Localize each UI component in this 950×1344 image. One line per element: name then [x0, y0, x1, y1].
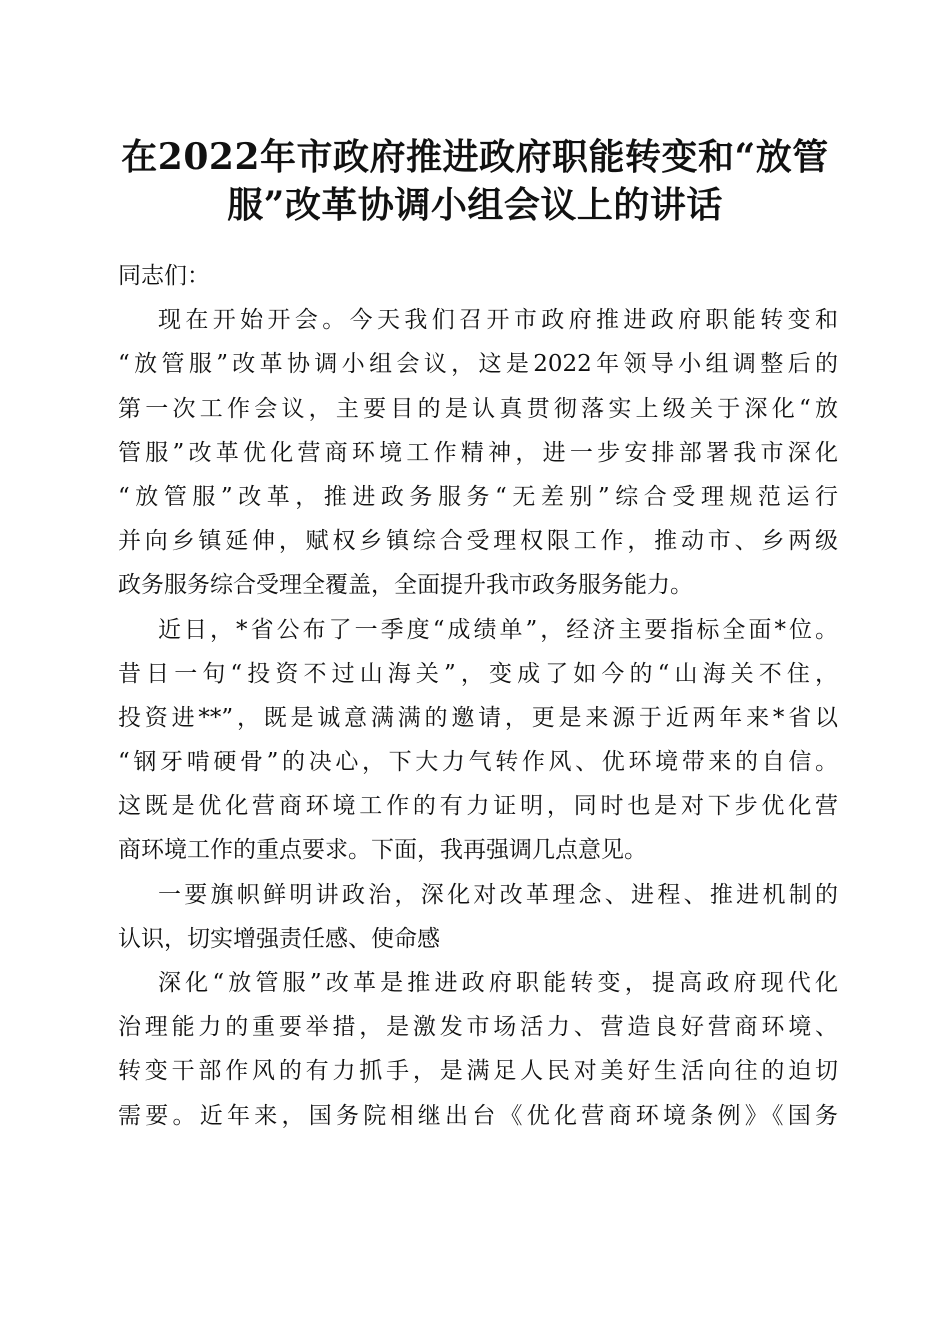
paragraph-3-line-3: 转变干部作风的有力抓手，是满足人民对美好生活向往的迫切 — [118, 1058, 838, 1085]
paragraph-1-line-3: 第一次工作会议，主要目的是认真贯彻落实上级关于深化“放 — [118, 395, 838, 422]
paragraph-1-line-7: 政务服务综合受理全覆盖，全面提升我市政务服务能力。 — [118, 572, 693, 599]
paragraph-3-line-1: 深化“放管服”改革是推进政府职能转变，提高政府现代化 — [158, 970, 838, 996]
paragraph-1-line-2: “放管服”改革协调小组会议，这是2022年领导小组调整后的 — [118, 351, 838, 378]
paragraph-2-line-5: 这既是优化营商环境工作的有力证明，同时也是对下步优化营 — [118, 793, 838, 820]
paragraph-3-line-2: 治理能力的重要举措，是激发市场活力、营造良好营商环境、 — [118, 1014, 838, 1041]
paragraph-1-line-4: 管服”改革优化营商环境工作精神，进一步安排部署我市深化 — [118, 439, 838, 466]
paragraph-2-line-2: 昔日一句“投资不过山海关”，变成了如今的“山海关不住， — [118, 660, 838, 687]
title-line-1: 在2022年市政府推进政府职能转变和“放管 — [121, 136, 829, 178]
document-body — [118, 254, 838, 1138]
paragraph-3-line-4: 需要。近年来，国务院相继出台《优化营商环境条例》《国务 — [118, 1102, 838, 1129]
document-title — [100, 133, 850, 229]
title-line-2: 服”改革协调小组会议上的讲话 — [227, 184, 723, 226]
paragraph-2-line-1: 近日，*省公布了一季度“成绩单”，经济主要指标全面*位。 — [158, 616, 838, 643]
salutation: 同志们： — [118, 263, 210, 289]
paragraph-2-line-3: 投资进**”，既是诚意满满的邀请，更是来源于近两年来*省以 — [118, 704, 838, 731]
paragraph-2-line-6: 商环境工作的重点要求。下面，我再强调几点意见。 — [118, 837, 647, 864]
paragraph-1-line-6: 并向乡镇延伸，赋权乡镇综合受理权限工作，推动市、乡两级 — [118, 528, 838, 555]
section-heading-line-2: 认识，切实增强责任感、使命感 — [118, 925, 440, 952]
paragraph-1-line-1: 现在开始开会。今天我们召开市政府推进政府职能转变和 — [158, 307, 838, 334]
paragraph-2-line-4: “钢牙啃硬骨”的决心，下大力气转作风、优环境带来的自信。 — [118, 749, 838, 776]
section-heading-line-1: 一要旗帜鲜明讲政治，深化对改革理念、进程、推进机制的 — [158, 881, 838, 908]
paragraph-1-line-5: “放管服”改革，推进政务服务“无差别”综合受理规范运行 — [118, 483, 838, 510]
